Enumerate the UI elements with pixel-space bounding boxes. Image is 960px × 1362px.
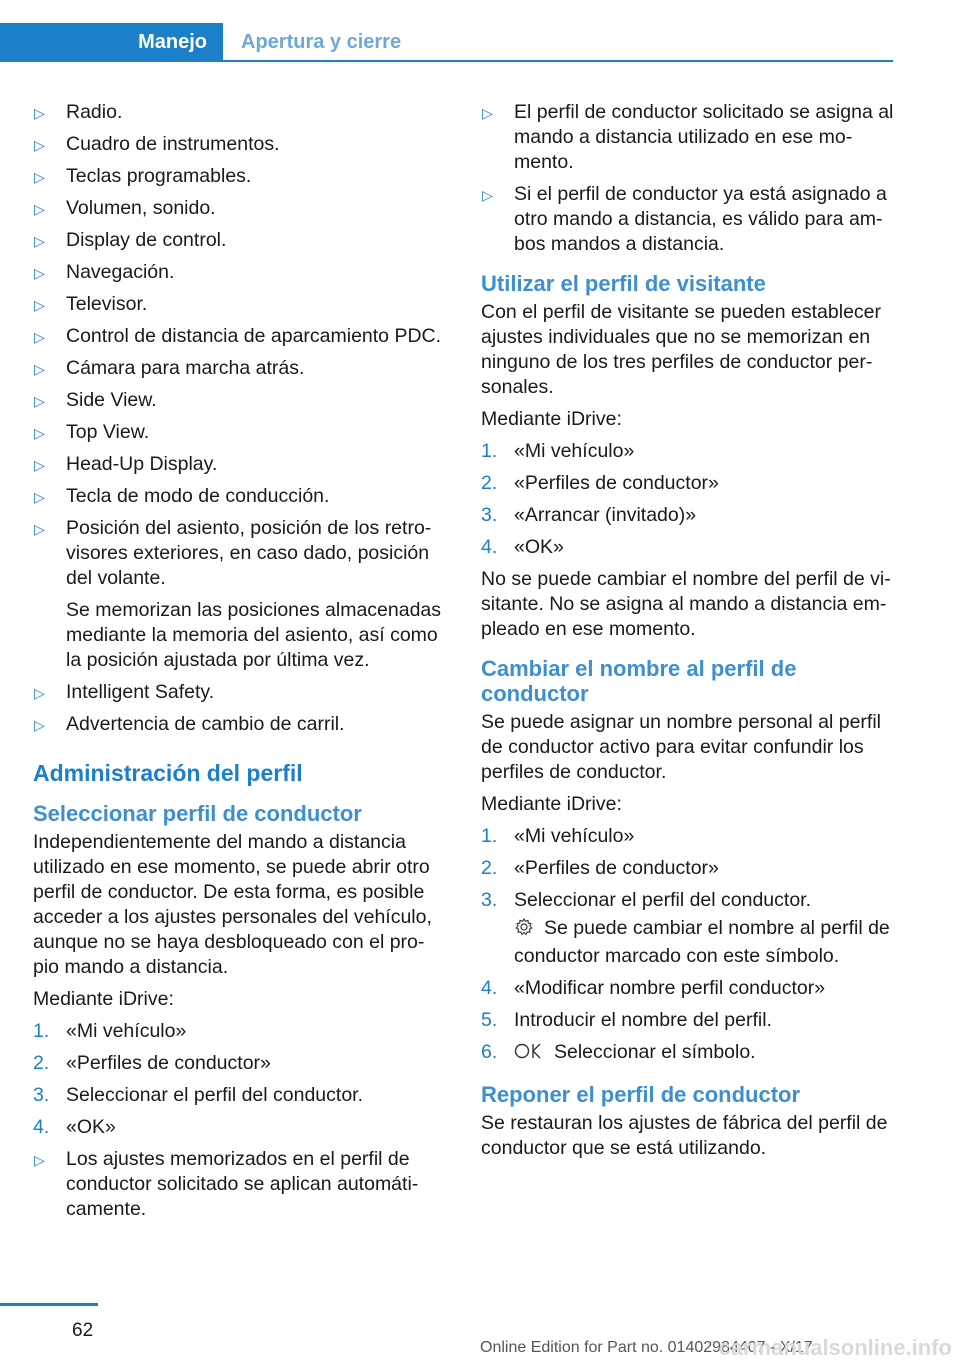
- triangle-bullet-icon: ▷: [34, 685, 45, 701]
- step-list: [481, 439, 896, 560]
- footer-divider: [0, 1303, 98, 1306]
- list-item: [33, 516, 448, 673]
- paragraph: Mediante iDrive:: [481, 408, 622, 430]
- step-item: [481, 976, 896, 1001]
- right-column: [481, 100, 896, 1168]
- triangle-bullet-icon: ▷: [34, 521, 45, 537]
- feature-list: [33, 100, 448, 509]
- step-number: 5.: [481, 1009, 498, 1031]
- list-item-text: Intelligent Safety.: [66, 681, 215, 703]
- list-item-text: Televisor.: [66, 293, 148, 315]
- step-number: 1.: [481, 440, 498, 462]
- list-item-text: Tecla de modo de conducción.: [66, 485, 330, 507]
- step-text: «Mi vehículo»: [66, 1020, 187, 1042]
- triangle-bullet-icon: ▷: [34, 329, 45, 345]
- paragraph: Independientemente del mando a distancia utilizado en ese momento, se puede abrir otro perfil de conductor. De esta forma, es posible acceder a los ajustes personales del vehículo, aunque no se haya desbloqueado con el pro-pio mando a distancia.: [33, 831, 432, 978]
- paragraph: No se puede cambiar el nombre del perfil de vi-sitante. No se asigna al mando a distancia em-pleado en ese momento.: [481, 568, 891, 640]
- list-item-text: Teclas programables.: [66, 165, 252, 187]
- list-item-text: Seleccionar el símbolo.: [554, 1041, 756, 1063]
- list-item: [33, 712, 448, 737]
- step-text: «Mi vehículo»: [514, 825, 635, 847]
- triangle-bullet-icon: ▷: [34, 393, 45, 409]
- subsection-heading: Seleccionar perfil de conductor: [33, 801, 362, 826]
- section-tab-apertura[interactable]: Apertura y cierre: [241, 31, 402, 53]
- list-item-text: Top View.: [66, 421, 150, 443]
- step-item: [481, 535, 896, 560]
- step-number: 1.: [33, 1020, 50, 1042]
- step-number: 1.: [481, 825, 498, 847]
- step-text: «Arrancar (invitado)»: [514, 504, 697, 526]
- list-item: [33, 292, 448, 317]
- list-item: [33, 164, 448, 189]
- step-item: [481, 471, 896, 496]
- paragraph: Se puede asignar un nombre personal al perfil de conductor activo para evitar confundir los perfiles de conductor.: [481, 711, 882, 783]
- step-item: [481, 856, 896, 881]
- list-item-text: Volumen, sonido.: [66, 197, 216, 219]
- step-text: «Mi vehículo»: [514, 440, 635, 462]
- triangle-bullet-icon: ▷: [34, 361, 45, 377]
- step-note-text: Se puede cambiar el nombre al perfil de conductor marcado con este símbolo.: [514, 917, 890, 967]
- step-number: 3.: [481, 889, 498, 911]
- list-item-text: El perfil de conductor solicitado se asigna al mando a distancia utilizado en ese mo-mento.: [514, 101, 894, 173]
- step-list-continued: [481, 976, 896, 1033]
- section-tab-manejo[interactable]: Manejo: [0, 23, 223, 62]
- step-item: [481, 439, 896, 464]
- list-item-text: Head-Up Display.: [66, 453, 218, 475]
- triangle-bullet-icon: ▷: [34, 137, 45, 153]
- step-text: «Perfiles de conductor»: [66, 1052, 271, 1074]
- step-list: [33, 1019, 448, 1140]
- paragraph: Mediante iDrive:: [481, 793, 622, 815]
- list-item: [481, 1040, 896, 1068]
- step-number: 2.: [481, 857, 498, 879]
- step-text: Seleccionar el perfil del conductor.: [66, 1084, 364, 1106]
- step-item: [33, 1083, 448, 1108]
- step-number: 3.: [481, 504, 498, 526]
- page-number: 62: [72, 1320, 94, 1341]
- step-item: [481, 824, 896, 849]
- step-note: [481, 916, 896, 969]
- step-list: [481, 824, 896, 913]
- triangle-bullet-icon: ▷: [34, 233, 45, 249]
- step-item: [481, 503, 896, 528]
- page-header: [0, 0, 960, 62]
- list-item-text: Display de control.: [66, 229, 227, 251]
- triangle-bullet-icon: ▷: [34, 489, 45, 505]
- triangle-bullet-icon: ▷: [34, 1152, 45, 1168]
- list-item-text: Los ajustes memorizados en el perfil de conductor solicitado se aplican automáti-camente.: [66, 1148, 419, 1220]
- list-item: [33, 100, 448, 125]
- list-item: [33, 484, 448, 509]
- list-item-note: Se memorizan las posiciones almacenadas mediante la memoria del asiento, así como la posición ajustada por última vez.: [66, 599, 442, 671]
- list-item: [481, 182, 896, 257]
- list-item-text: Cuadro de instrumentos.: [66, 133, 280, 155]
- list-item: [33, 356, 448, 381]
- left-column: [33, 100, 448, 1229]
- paragraph: Con el perfil de visitante se pueden establecer ajustes individuales que no se memorizan en ninguno de los tres perfiles de conductor per-sonales.: [481, 301, 881, 398]
- bullet-list: [481, 100, 896, 257]
- step-text: «Modificar nombre perfil conductor»: [514, 977, 826, 999]
- section-heading: Administración del perfil: [33, 760, 303, 786]
- step-number: 3.: [33, 1084, 50, 1106]
- list-item: [33, 452, 448, 477]
- list-item: [33, 196, 448, 221]
- triangle-bullet-icon: ▷: [34, 297, 45, 313]
- step-text: «Perfiles de conductor»: [514, 472, 719, 494]
- step-item: [33, 1051, 448, 1076]
- watermark: carmanualsonline.info: [718, 1335, 952, 1360]
- triangle-bullet-icon: ▷: [34, 457, 45, 473]
- list-item: [33, 1147, 448, 1222]
- triangle-bullet-icon: ▷: [34, 265, 45, 281]
- step-number: 2.: [481, 472, 498, 494]
- list-item-text: Navegación.: [66, 261, 175, 283]
- step-text: Seleccionar el perfil del conductor.: [514, 889, 812, 911]
- list-item: [33, 132, 448, 157]
- list-item-text: Side View.: [66, 389, 157, 411]
- triangle-bullet-icon: ▷: [34, 169, 45, 185]
- feature-list-continued: [33, 680, 448, 737]
- triangle-bullet-icon: ▷: [482, 105, 493, 121]
- gear-icon: [514, 917, 534, 944]
- step-text: «OK»: [66, 1116, 116, 1138]
- list-item-text: Control de distancia de aparcamiento PDC.: [66, 325, 442, 347]
- step-text: «Perfiles de conductor»: [514, 857, 719, 879]
- list-item-text: Posición del asiento, posición de los retro-visores exteriores, en caso dado, posición del volante.: [66, 517, 432, 589]
- step-number: 4.: [481, 536, 498, 558]
- paragraph: Se restauran los ajustes de fábrica del perfil de conductor que se está utilizando.: [481, 1112, 888, 1159]
- edition-text: Online Edition for Part no. 01402984407 - X/17: [480, 1339, 813, 1356]
- triangle-bullet-icon: ▷: [34, 717, 45, 733]
- triangle-bullet-icon: ▷: [482, 187, 493, 203]
- step-item: [481, 1008, 896, 1033]
- step-text: «OK»: [514, 536, 564, 558]
- paragraph: Mediante iDrive:: [33, 988, 174, 1010]
- list-item-text: Cámara para marcha atrás.: [66, 357, 305, 379]
- subsection-heading: Cambiar el nombre al perfil de conductor: [481, 656, 797, 706]
- list-item: [33, 228, 448, 253]
- list-item-text: Si el perfil de conductor ya está asignado a otro mando a distancia, es válido para am-bos mandos a distancia.: [514, 183, 887, 255]
- triangle-bullet-icon: ▷: [34, 201, 45, 217]
- step-item: [481, 888, 896, 913]
- list-item: [33, 260, 448, 285]
- subsection-heading: Reponer el perfil de conductor: [481, 1082, 801, 1107]
- step-text: Introducir el nombre del perfil.: [514, 1009, 772, 1031]
- subsection-heading: Utilizar el perfil de visitante: [481, 271, 766, 296]
- triangle-bullet-icon: ▷: [34, 105, 45, 121]
- list-item-text: Advertencia de cambio de carril.: [66, 713, 345, 735]
- step-item: [33, 1115, 448, 1140]
- step-number: 2.: [33, 1052, 50, 1074]
- list-item: [33, 324, 448, 349]
- list-item: [481, 100, 896, 175]
- step-number: 4.: [481, 977, 498, 999]
- step-number: 6.: [481, 1041, 498, 1063]
- ok-symbol-icon: [514, 1041, 544, 1068]
- list-item: [33, 680, 448, 705]
- step-number: 4.: [33, 1116, 50, 1138]
- list-item: [33, 420, 448, 445]
- list-item: [33, 388, 448, 413]
- list-item-text: Radio.: [66, 101, 123, 123]
- step-item: [33, 1019, 448, 1044]
- header-divider: [0, 60, 893, 62]
- triangle-bullet-icon: ▷: [34, 425, 45, 441]
